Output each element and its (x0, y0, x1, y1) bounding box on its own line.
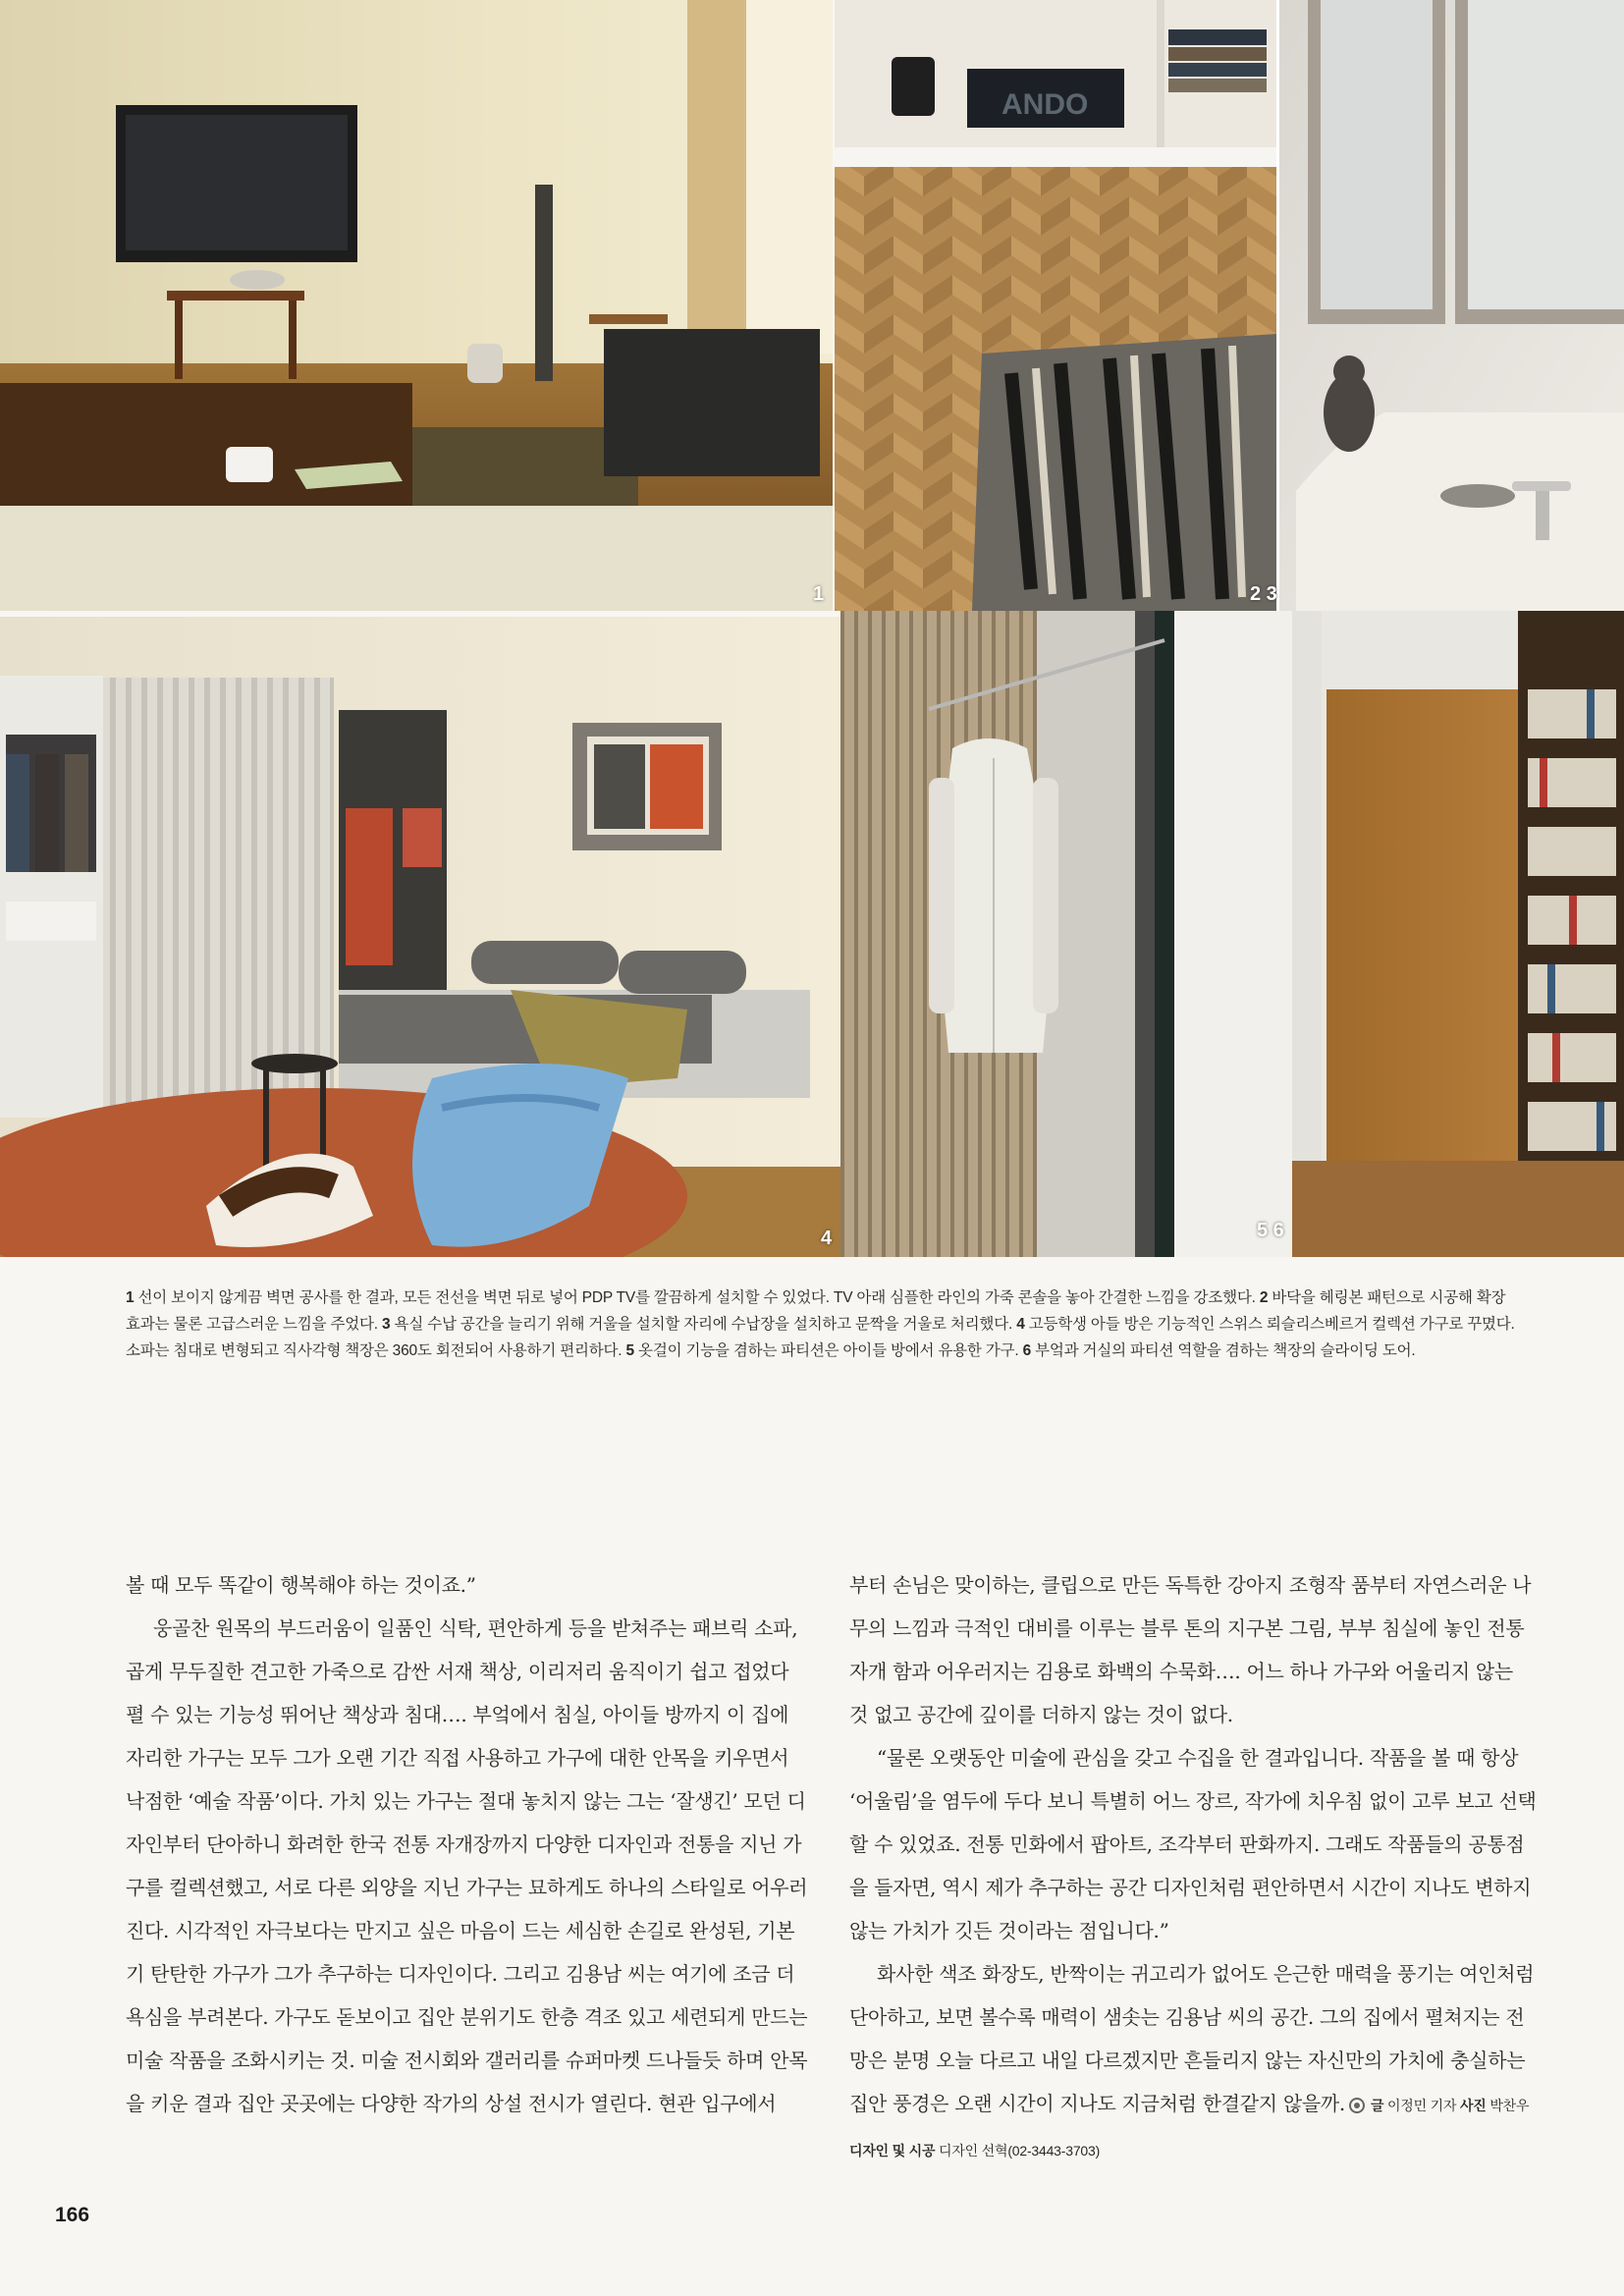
article-paragraph: 부터 손님은 맞이하는, 클립으로 만든 독특한 강아지 조형작 품부터 자연스러운 나무의 느낌과 극적인 대비를 이루는 블루 톤의 지구본 그림, 부부 침실에 놓인 전통 자개 함과 어우러지는 김용로 화백의 수묵화…. 어느 하나 가구와 어울리지 않는 것 없고 공간에 깊이를 더하지 않는 것이 없다. (849, 1573, 1532, 1726)
credit-label: 글 (1370, 2098, 1384, 2113)
photo-number-5-6: 5 6 (1257, 1220, 1284, 1241)
caption-number: 1 (126, 1289, 135, 1306)
caption-text: 부엌과 거실의 파티션 역할을 겸하는 책장의 슬라이딩 도어. (1031, 1342, 1416, 1359)
article-paragraph (849, 1952, 1537, 2172)
article-column-right (849, 1563, 1537, 2172)
credit-value: 박찬우 (1486, 2098, 1530, 2113)
caption-text: 바닥을 헤링본 패턴으로 시공해 확장 효과는 물론 고급스러운 느낌을 주었다. (126, 1289, 1506, 1333)
credit-label: 사진 (1459, 2098, 1487, 2113)
caption-number: 3 (382, 1316, 391, 1333)
caption-number: 4 (1016, 1316, 1025, 1333)
caption-text: 옷걸이 기능을 겸하는 파티션은 아이들 방에서 유용한 가구. (633, 1342, 1019, 1359)
caption-number: 2 (1259, 1289, 1269, 1306)
photo-living-room (0, 0, 833, 611)
caption-text: 욕실 수납 공간을 늘리기 위해 거울을 설치할 자리에 수납장을 설치하고 문짝을 거울로 처리했다. (390, 1316, 1013, 1333)
article-paragraph: “물론 오랫동안 미술에 관심을 갖고 수집을 한 결과입니다. 작품을 볼 때 항상 ‘어울림’을 염두에 두다 보니 특별히 어느 장르, 작가에 치우침 없이 고루 보고 선택할 수 있었죠. 전통 민화에서 팝아트, 조각부터 판화까지. 그래도 작품들의 공통점을 들자면, 역시 제가 추구하는 공간 디자인처럼 편안하면서 시간이 지나도 변하지 않는 가치가 깃든 것이라는 점입니다.” (849, 1746, 1537, 1942)
caption-text: 선이 보이지 않게끔 벽면 공사를 한 결과, 모든 전선을 벽면 뒤로 넣어 PDP TV를 깔끔하게 설치할 수 있었다. TV 아래 심플한 라인의 가죽 콘솔을 놓아 간결한 느낌을 강조했다. (134, 1289, 1256, 1306)
credit-value: 디자인 선혁(02-3443-3703) (935, 2143, 1101, 2159)
photo-caption (126, 1285, 1520, 1364)
credit-value: 이정민 기자 (1383, 2098, 1460, 2113)
page-number: 166 (55, 2204, 90, 2226)
article-column-left (126, 1563, 813, 2125)
photo-sons-room (0, 617, 840, 1257)
article-paragraph-text: 화사한 색조 화장도, 반짝이는 귀고리가 없어도 은근한 매력을 풍기는 여인처럼 단아하고, 보면 볼수록 매력이 샘솟는 김용남 씨의 공간. 그의 집에서 펼쳐지는 전망은 분명 오늘 다르고 내일 다르겠지만 흔들리지 않는 자신만의 가치에 충실하는 집안 풍경은 오랜 시간이 지나도 지금처럼 한결같지 않을까. (849, 1962, 1535, 2115)
photo-floor-and-bath (835, 0, 1624, 611)
article-paragraph: 웅골찬 원목의 부드러움이 일품인 식탁, 편안하게 등을 받쳐주는 패브릭 소파, 곱게 무두질한 견고한 가죽으로 감싼 서재 책상, 이리저리 움직이기 쉽고 접었다 펼 수 있는 기능성 뛰어난 책상과 침대…. 부엌에서 침실, 아이들 방까지 이 집에 자리한 가구는 모두 그가 오랜 기간 직접 사용하고 가구에 대한 안목을 키우면서 낙점한 ‘예술 작품’이다. 가치 있는 가구는 절대 놓치지 않는 그는 ‘잘생긴’ 모던 디자인부터 단아하니 화려한 한국 전통 자개장까지 다양한 디자인과 전통을 지닌 가구를 컬렉션했고, 서로 다른 외양을 지닌 가구는 묘하게도 하나의 스타일로 어우러진다. 시각적인 자극보다는 만지고 싶은 마음이 드는 세심한 손길로 완성된, 기본기 탄탄한 가구가 그가 추구하는 디자인이다. 그리고 김용남 씨는 여기에 조금 더 욕심을 부려본다. 가구도 돋보이고 집안 분위기도 한층 격조 있고 세련되게 만드는 미술 작품을 조화시키는 것. 미술 전시회와 갤러리를 슈퍼마켓 드나들듯 하며 안목을 키운 결과 집안 곳곳에는 다양한 작가의 상설 전시가 열린다. 현관 입구에서 (126, 1616, 808, 2115)
caption-number: 6 (1022, 1342, 1031, 1359)
caption-text: 고등학생 아들 방은 기능적인 스위스 뢰슬리스베르거 컬렉션 가구로 꾸몄다. 소파는 침대로 변형되고 직사각형 책장은 360도 회전되어 사용하기 편리하다. (126, 1316, 1515, 1359)
book-title-text: ANDO (1001, 88, 1089, 121)
photo-partition-and-bookshelf (840, 611, 1624, 1257)
photo-number-2-3: 2 3 (1250, 583, 1277, 605)
article-paragraph: 볼 때 모두 똑같이 행복해야 하는 것이죠.” (126, 1573, 476, 1597)
photo-number-4: 4 (821, 1228, 833, 1249)
caption-number: 5 (625, 1342, 634, 1359)
credit-mark-icon (1349, 2098, 1365, 2113)
credit-label: 디자인 및 시공 (849, 2143, 936, 2159)
photo-number-1: 1 (813, 583, 825, 605)
